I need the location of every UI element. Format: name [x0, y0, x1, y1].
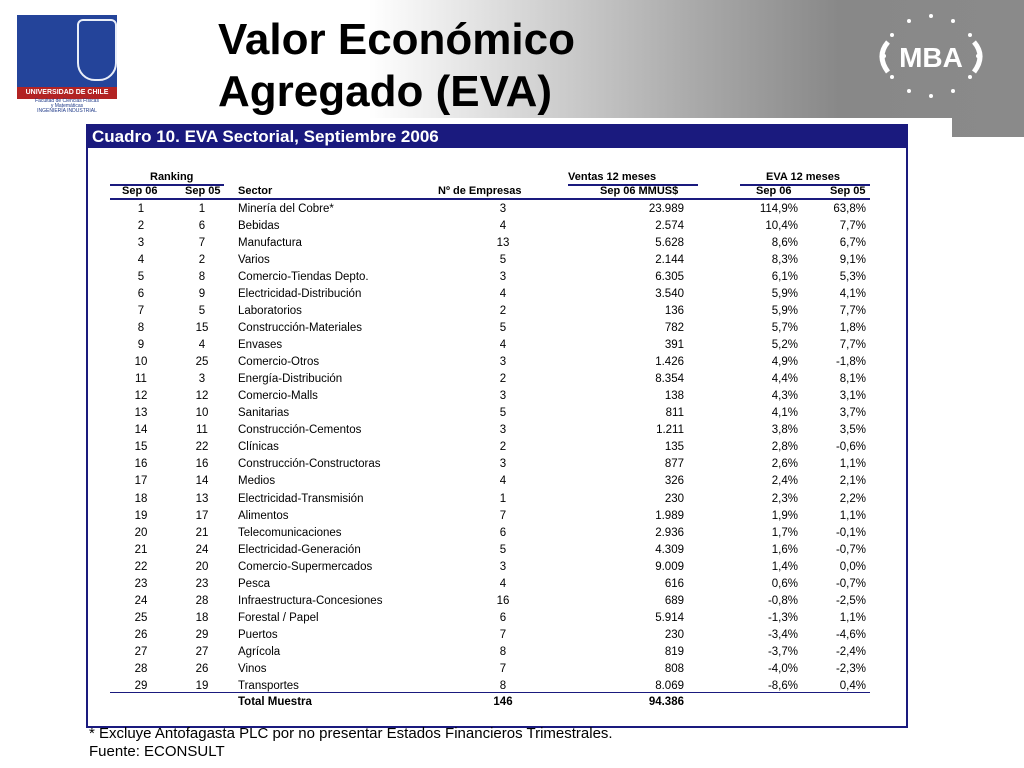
table-caption: Cuadro 10. EVA Sectorial, Septiembre 2006 [88, 126, 906, 148]
crest-icon [17, 15, 117, 87]
cell-eva-sep05: 7,7% [839, 339, 866, 352]
cell-rank-sep06: 5 [137, 271, 145, 284]
cell-eva-sep06: 2,4% [771, 475, 798, 488]
cell-rank-sep05: 19 [195, 679, 209, 692]
group-header-eva: EVA 12 meses [766, 171, 840, 183]
cell-rank-sep06: 15 [134, 441, 148, 454]
cell-ventas: 135 [664, 441, 684, 454]
cell-ventas: 616 [664, 577, 684, 590]
cell-eva-sep05: 1,1% [839, 509, 866, 522]
table-row [88, 218, 906, 235]
cell-eva-sep05: 0,0% [839, 560, 866, 573]
cell-sector: Transportes [238, 679, 299, 692]
table-row [88, 269, 906, 286]
cell-empresas: 6 [499, 611, 507, 624]
cell-eva-sep05: 3,5% [839, 424, 866, 437]
table-row [88, 473, 906, 490]
table-row [88, 235, 906, 252]
cell-rank-sep06: 28 [134, 662, 148, 675]
cell-rank-sep05: 3 [198, 373, 206, 386]
cell-rank-sep06: 23 [134, 577, 148, 590]
cell-sector: Pesca [238, 577, 270, 590]
cell-eva-sep06: 4,9% [771, 356, 798, 369]
table-row [88, 286, 906, 303]
table-row [88, 354, 906, 371]
cell-ventas: 136 [664, 305, 684, 318]
cell-eva-sep06: 2,3% [771, 492, 798, 505]
cell-empresas: 4 [499, 220, 507, 233]
cell-empresas: 3 [499, 203, 507, 215]
cell-sector: Construcción-Constructoras [238, 458, 381, 471]
cell-eva-sep05: 6,7% [839, 237, 866, 250]
slide-title [218, 14, 738, 118]
cell-eva-sep05: 63,8% [833, 203, 866, 215]
footnote: * Excluye Antofagasta PLC por no presentar Estados Financieros Trimestrales. [89, 725, 613, 742]
cell-empresas: 13 [496, 237, 510, 250]
cell-rank-sep06: 24 [134, 594, 148, 607]
department-line: INGENIERÍA INDUSTRIAL [37, 108, 97, 114]
cell-empresas: 4 [499, 339, 507, 352]
group-header-ranking: Ranking [150, 171, 194, 183]
cell-sector: Agrícola [238, 645, 281, 658]
cell-sector: Clínicas [238, 441, 279, 454]
seal-icon [77, 19, 117, 81]
cell-empresas: 16 [496, 594, 510, 607]
cell-sector: Alimentos [238, 509, 289, 522]
cell-sector: Infraestructura-Concesiones [238, 594, 383, 607]
cell-eva-sep05: 3,1% [839, 390, 866, 403]
col-header-ventas: Sep 06 MMUS$ [600, 185, 679, 197]
total-row [88, 694, 906, 711]
cell-eva-sep05: -4,6% [835, 628, 866, 641]
cell-empresas: 7 [499, 509, 507, 522]
cell-rank-sep05: 2 [198, 254, 206, 267]
cell-ventas: 9.009 [655, 560, 684, 573]
cell-eva-sep05: 8,1% [839, 373, 866, 386]
cell-ventas: 877 [664, 458, 684, 471]
cell-eva-sep05: 5,3% [839, 271, 866, 284]
cell-rank-sep06: 2 [137, 220, 145, 233]
col-header-sector: Sector [238, 185, 273, 197]
cell-sector: Comercio-Malls [238, 390, 318, 403]
table-row [88, 422, 906, 439]
cell-rank-sep06: 19 [134, 509, 148, 522]
cell-rank-sep06: 16 [134, 458, 148, 471]
table-row [88, 593, 906, 610]
table-row [88, 456, 906, 473]
cell-eva-sep05: -0,7% [835, 577, 866, 590]
cell-rank-sep05: 1 [198, 203, 206, 215]
cell-ventas: 689 [664, 594, 684, 607]
table-row [88, 576, 906, 593]
cell-sector: Varios [238, 254, 270, 267]
cell-rank-sep05: 23 [195, 577, 209, 590]
title-line1: Valor Económico [218, 15, 575, 64]
cell-rank-sep06: 13 [134, 407, 148, 420]
table-row [88, 201, 906, 218]
cell-ventas: 326 [664, 475, 684, 488]
cell-rank-sep06: 25 [134, 611, 148, 624]
cell-rank-sep05: 13 [195, 492, 209, 505]
cell-rank-sep06: 10 [134, 356, 148, 369]
cell-empresas: 2 [499, 305, 507, 318]
table-row [88, 320, 906, 337]
header-bottom-rule [110, 198, 870, 200]
cell-sector: Telecomunicaciones [238, 526, 342, 539]
cell-rank-sep05: 12 [195, 390, 209, 403]
cell-eva-sep05: 7,7% [839, 305, 866, 318]
cell-eva-sep05: 2,2% [839, 492, 866, 505]
cell-eva-sep05: 1,1% [839, 458, 866, 471]
cell-rank-sep06: 29 [134, 679, 148, 692]
cell-rank-sep06: 22 [134, 560, 148, 573]
cell-eva-sep05: -0,1% [835, 526, 866, 539]
cell-empresas: 5 [499, 322, 507, 335]
cell-rank-sep05: 4 [198, 339, 206, 352]
cell-eva-sep06: 1,4% [771, 560, 798, 573]
cell-sector: Puertos [238, 628, 278, 641]
cell-eva-sep05: -1,8% [835, 356, 866, 369]
cell-rank-sep05: 5 [198, 305, 206, 318]
cell-ventas: 5.628 [655, 237, 684, 250]
cell-sector: Construcción-Materiales [238, 322, 362, 335]
cell-rank-sep06: 1 [137, 203, 145, 215]
cell-eva-sep06: -3,4% [767, 628, 798, 641]
total-empresas: 146 [493, 696, 513, 708]
cell-eva-sep06: 2,8% [771, 441, 798, 454]
mba-text: MBA [899, 42, 963, 73]
cell-ventas: 1.426 [655, 356, 684, 369]
cell-rank-sep05: 14 [195, 475, 209, 488]
cell-eva-sep06: 0,6% [771, 577, 798, 590]
cell-sector: Energía-Distribución [238, 373, 343, 386]
table-row [88, 542, 906, 559]
cell-empresas: 1 [499, 492, 507, 505]
cell-rank-sep05: 26 [195, 662, 209, 675]
cell-rank-sep05: 20 [195, 560, 209, 573]
cell-rank-sep05: 25 [195, 356, 209, 369]
cell-ventas: 782 [664, 322, 684, 335]
cell-sector: Laboratorios [238, 305, 302, 318]
cell-empresas: 3 [499, 356, 507, 369]
cell-ventas: 23.989 [648, 203, 684, 215]
cell-sector: Comercio-Otros [238, 356, 320, 369]
cell-eva-sep05: 3,7% [839, 407, 866, 420]
cell-rank-sep05: 7 [198, 237, 206, 250]
cell-sector: Electricidad-Transmisión [238, 492, 364, 505]
cell-eva-sep05: 4,1% [839, 288, 866, 301]
cell-sector: Electricidad-Generación [238, 543, 361, 556]
cell-eva-sep06: 5,9% [771, 305, 798, 318]
faculty-line1: Facultad de Ciencias Físicas [35, 98, 99, 104]
cell-rank-sep05: 11 [196, 424, 208, 437]
table-row [88, 508, 906, 525]
cell-empresas: 4 [499, 475, 507, 488]
cell-rank-sep06: 14 [134, 424, 148, 437]
table-row [88, 627, 906, 644]
cell-empresas: 7 [499, 628, 507, 641]
cell-eva-sep05: -2,3% [835, 662, 866, 675]
faculty-line2: y Matemáticas [50, 103, 84, 109]
cell-empresas: 6 [499, 526, 507, 539]
cell-eva-sep06: -4,0% [767, 662, 798, 675]
total-label: Total Muestra [238, 696, 312, 708]
cell-rank-sep05: 9 [198, 288, 206, 301]
cell-eva-sep06: 8,3% [771, 254, 798, 267]
cell-rank-sep06: 17 [134, 475, 148, 488]
table-row [88, 303, 906, 320]
cell-rank-sep06: 27 [134, 645, 148, 658]
university-name: UNIVERSIDAD DE CHILE [17, 87, 117, 99]
cell-rank-sep06: 11 [135, 373, 147, 386]
cell-eva-sep06: 5,9% [771, 288, 798, 301]
cell-empresas: 3 [499, 560, 507, 573]
cell-sector: Comercio-Supermercados [238, 560, 373, 573]
cell-empresas: 3 [499, 458, 507, 471]
cell-ventas: 1.989 [655, 509, 684, 522]
table-row [88, 405, 906, 422]
cell-ventas: 4.309 [655, 543, 684, 556]
cell-empresas: 3 [499, 390, 507, 403]
table-row [88, 661, 906, 678]
cell-ventas: 5.914 [655, 611, 684, 624]
cell-eva-sep05: -0,7% [835, 543, 866, 556]
cell-sector: Manufactura [238, 237, 302, 250]
cell-ventas: 230 [664, 492, 684, 505]
cell-rank-sep05: 17 [195, 509, 209, 522]
source-note: Fuente: ECONSULT [89, 743, 225, 760]
cell-eva-sep06: 2,6% [771, 458, 798, 471]
faculty-text [17, 99, 117, 114]
cell-sector: Construcción-Cementos [238, 424, 362, 437]
cell-rank-sep05: 22 [195, 441, 209, 454]
cell-ventas: 2.144 [655, 254, 684, 267]
table-row [88, 337, 906, 354]
cell-sector: Medios [238, 475, 276, 488]
cell-rank-sep05: 28 [195, 594, 209, 607]
cell-eva-sep06: -3,7% [767, 645, 798, 658]
cell-empresas: 3 [499, 271, 507, 284]
cell-eva-sep06: 4,3% [771, 390, 798, 403]
cell-rank-sep05: 16 [195, 458, 209, 471]
cell-sector: Minería del Cobre* [238, 203, 334, 215]
cell-eva-sep06: 1,9% [771, 509, 798, 522]
cell-eva-sep05: 1,8% [839, 322, 866, 335]
cell-sector: Bebidas [238, 220, 280, 233]
cell-ventas: 2.574 [655, 220, 684, 233]
cell-ventas: 8.354 [655, 373, 684, 386]
cell-empresas: 8 [499, 679, 507, 692]
cell-eva-sep06: -1,3% [767, 611, 798, 624]
cell-rank-sep05: 24 [195, 543, 209, 556]
cell-eva-sep06: 3,8% [771, 424, 798, 437]
cell-eva-sep06: 10,4% [765, 220, 798, 233]
cell-rank-sep05: 21 [195, 526, 209, 539]
cell-eva-sep06: 6,1% [771, 271, 798, 284]
table-row [88, 252, 906, 269]
total-ventas: 94.386 [648, 696, 684, 708]
cell-rank-sep06: 7 [137, 305, 145, 318]
cell-ventas: 2.936 [655, 526, 684, 539]
cell-sector: Electricidad-Distribución [238, 288, 362, 301]
cell-rank-sep06: 8 [137, 322, 145, 335]
cell-eva-sep05: 0,4% [839, 679, 866, 692]
table-row [88, 644, 906, 661]
cell-eva-sep05: 2,1% [839, 475, 866, 488]
cell-eva-sep05: -2,5% [835, 594, 866, 607]
cell-ventas: 1.211 [656, 424, 684, 437]
cell-rank-sep05: 8 [198, 271, 206, 284]
group-header-ventas: Ventas 12 meses [568, 171, 657, 183]
cell-eva-sep05: -0,6% [835, 441, 866, 454]
cell-empresas: 7 [499, 662, 507, 675]
eva-table-panel [86, 124, 908, 728]
cell-sector: Vinos [238, 662, 267, 675]
table-row [88, 371, 906, 388]
cell-rank-sep06: 4 [137, 254, 145, 267]
cell-eva-sep06: -8,6% [767, 679, 798, 692]
cell-rank-sep06: 3 [137, 237, 145, 250]
cell-eva-sep05: -2,4% [835, 645, 866, 658]
cell-empresas: 3 [499, 424, 507, 437]
cell-rank-sep05: 15 [195, 322, 209, 335]
cell-eva-sep06: 1,6% [771, 543, 798, 556]
university-logo [17, 15, 117, 114]
cell-ventas: 138 [664, 390, 684, 403]
col-header-sep05: Sep 05 [185, 185, 221, 197]
cell-rank-sep06: 9 [137, 339, 145, 352]
cell-empresas: 2 [499, 441, 507, 454]
cell-rank-sep06: 12 [134, 390, 148, 403]
cell-ventas: 230 [664, 628, 684, 641]
total-top-rule [110, 692, 870, 693]
col-header-sep06: Sep 06 [122, 185, 158, 197]
cell-ventas: 811 [665, 407, 684, 420]
cell-empresas: 5 [499, 254, 507, 267]
cell-empresas: 8 [499, 645, 507, 658]
cell-sector: Forestal / Papel [238, 611, 319, 624]
cell-eva-sep06: 114,9% [759, 203, 798, 215]
cell-rank-sep06: 6 [137, 288, 145, 301]
cell-rank-sep06: 21 [134, 543, 148, 556]
cell-sector: Comercio-Tiendas Depto. [238, 271, 369, 284]
cell-empresas: 4 [499, 577, 507, 590]
cell-eva-sep06: 5,7% [771, 322, 798, 335]
cell-sector: Sanitarias [238, 407, 290, 420]
table-row [88, 610, 906, 627]
cell-ventas: 808 [664, 662, 684, 675]
col-header-empresas: Nº de Empresas [438, 185, 522, 197]
table-row [88, 388, 906, 405]
col-header-eva05: Sep 05 [830, 185, 866, 197]
cell-eva-sep06: -0,8% [767, 594, 798, 607]
cell-ventas: 391 [664, 339, 684, 352]
mba-logo [866, 6, 996, 106]
cell-rank-sep06: 18 [134, 492, 148, 505]
table-row [88, 525, 906, 542]
cell-empresas: 5 [499, 543, 507, 556]
cell-rank-sep05: 18 [195, 611, 209, 624]
cell-eva-sep05: 1,1% [839, 611, 866, 624]
cell-ventas: 6.305 [655, 271, 684, 284]
cell-eva-sep06: 1,7% [771, 526, 798, 539]
cell-eva-sep06: 8,6% [771, 237, 798, 250]
cell-ventas: 3.540 [655, 288, 684, 301]
cell-sector: Envases [238, 339, 283, 352]
title-line2: Agregado (EVA) [218, 67, 553, 116]
cell-empresas: 4 [499, 288, 507, 301]
table-row [88, 559, 906, 576]
cell-eva-sep06: 4,4% [771, 373, 798, 386]
cell-eva-sep05: 7,7% [839, 220, 866, 233]
cell-rank-sep05: 29 [195, 628, 209, 641]
cell-empresas: 5 [499, 407, 507, 420]
cell-rank-sep05: 6 [198, 220, 206, 233]
table-row [88, 491, 906, 508]
cell-ventas: 8.069 [655, 679, 684, 692]
table-row [88, 439, 906, 456]
cell-eva-sep05: 9,1% [839, 254, 866, 267]
cell-rank-sep06: 20 [134, 526, 148, 539]
cell-rank-sep06: 26 [134, 628, 148, 641]
cell-eva-sep06: 5,2% [771, 339, 798, 352]
col-header-eva06: Sep 06 [756, 185, 792, 197]
cell-ventas: 819 [664, 645, 684, 658]
cell-eva-sep06: 4,1% [771, 407, 798, 420]
cell-empresas: 2 [499, 373, 507, 386]
cell-rank-sep05: 10 [195, 407, 209, 420]
cell-rank-sep05: 27 [195, 645, 209, 658]
